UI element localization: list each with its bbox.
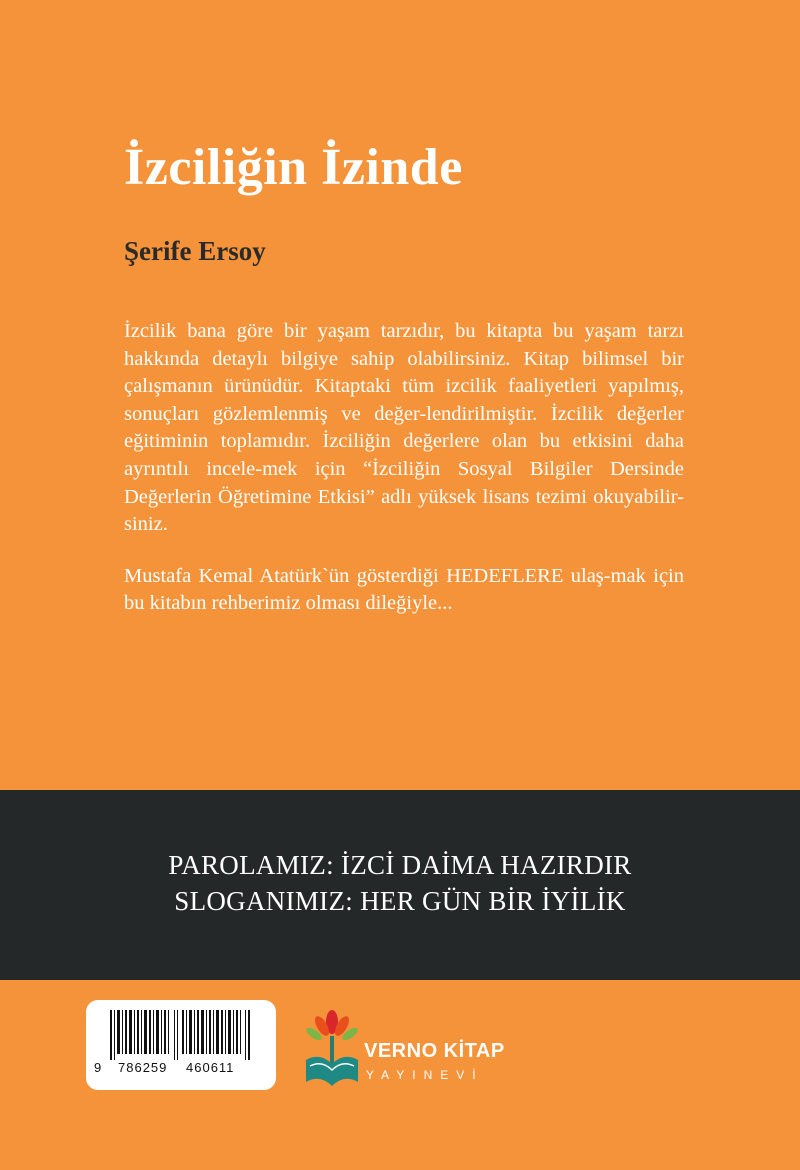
- publisher-logo: [300, 1000, 540, 1100]
- motto-line: PAROLAMIZ: İZCİ DAİMA HAZIRDIR: [168, 850, 632, 880]
- book-author: Şerife Ersoy: [124, 236, 266, 266]
- barcode-digits: 786259: [118, 1060, 168, 1075]
- barcode-digits: 460611: [186, 1060, 235, 1075]
- back-cover-blurb: [124, 318, 684, 642]
- motto-band: [0, 790, 800, 980]
- blurb-paragraph: İzcilik bana göre bir yaşam tarzıdır, bu kitapta bu yaşam tarzı hakkında detaylı bilgiye sahip olabilirsiniz. Kitap bilimsel bir çalışmanın ürünüdür. Kitaptaki tüm izcilik faaliyetleri yapılmış, sonuçları gözlemlenmiş ve değer-lendirilmiştir. İzcilik değerler eğitiminin toplamıdır. İzciliğin değerlere olan bu etkisini daha ayrıntılı incele-mek için “İzciliğin Sosyal Bilgiler Dersinde Değerlerin Öğretimine Etkisi” adlı yüksek lisans tezimi okuyabilir-siniz.: [124, 320, 684, 536]
- blurb-paragraph: Mustafa Kemal Atatürk`ün gösterdiği HEDEFLERE ulaş-mak için bu kitabın rehberimiz olması dileğiyle...: [124, 564, 684, 615]
- publisher-subtitle: YAYINEVİ: [366, 1068, 484, 1082]
- barcode-digits: 9: [94, 1060, 103, 1075]
- tulip-book-icon: [300, 1000, 364, 1100]
- book-title: İzciliğin İzinde: [124, 139, 463, 196]
- barcode-bars-icon: [100, 1010, 262, 1060]
- publisher-name: VERNO KİTAP: [364, 1040, 505, 1062]
- slogan-line: SLOGANIMIZ: HER GÜN BİR İYİLİK: [174, 886, 626, 916]
- isbn-barcode: [86, 1000, 276, 1090]
